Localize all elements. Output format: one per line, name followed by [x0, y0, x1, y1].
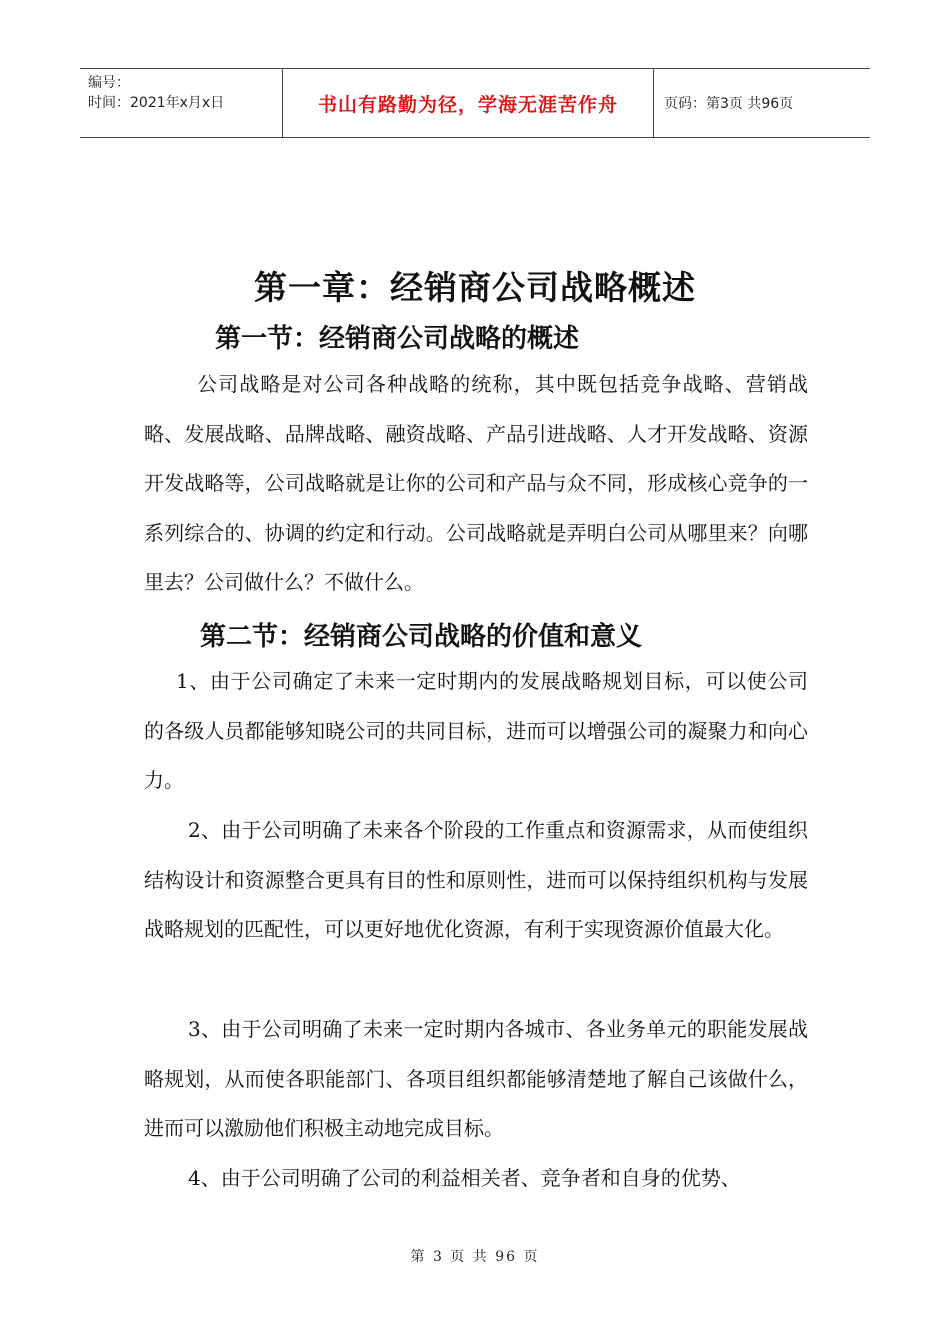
section-title-1: 第一节：经销商公司战略的概述 [215, 324, 580, 354]
section-title-2: 第二节：经销商公司战略的价值和意义 [200, 622, 643, 652]
section-1-paragraph: 公司战略是对公司各种战略的统称，其中既包括竞争战略、营销战略、发展战略、品牌战略、融资战略、产品引进战略、人才开发战略、资源开发战略等，公司战略就是让你的公司和产品与众不同，形成核心竞争的一系列综合的、协调的约定和行动。公司战略就是弄明白公司从哪里来？向哪里去？公司做什么？不做什么。 [144, 372, 808, 594]
header-motto-cell [282, 69, 654, 137]
list-item: 2、由于公司明确了未来各个阶段的工作重点和资源需求，从而使组织结构设计和资源整合更具有目的性和原则性，进而可以保持组织机构与发展战略规划的匹配性，可以更好地优化资源，有利于实现资源价值最大化。 [144, 818, 808, 941]
header-page-info: 页码：第3页 共96页 [664, 96, 794, 112]
page-footer: 第 3 页 共 96 页 [410, 1249, 540, 1265]
document-header-table [80, 68, 870, 138]
document-number-label: 编号： [88, 75, 130, 91]
document-time-label: 时间：2021年x月x日 [88, 95, 225, 111]
header-meta-cell [80, 69, 282, 137]
list-item: 1、由于公司确定了未来一定时期内的发展战略规划目标，可以使公司的各级人员都能够知晓公司的共同目标，进而可以增强公司的凝聚力和向心力。 [144, 669, 808, 792]
header-motto: 书山有路勤为径，学海无涯苦作舟 [317, 93, 618, 116]
list-item: 4、由于公司明确了公司的利益相关者、竞争者和自身的优势、 [188, 1166, 741, 1190]
chapter-title: 第一章：经销商公司战略概述 [254, 268, 696, 307]
list-item: 3、由于公司明确了未来一定时期内各城市、各业务单元的职能发展战略规划，从而使各职能部门、各项目组织都能够清楚地了解自己该做什么，进而可以激励他们积极主动地完成目标。 [144, 1017, 808, 1140]
